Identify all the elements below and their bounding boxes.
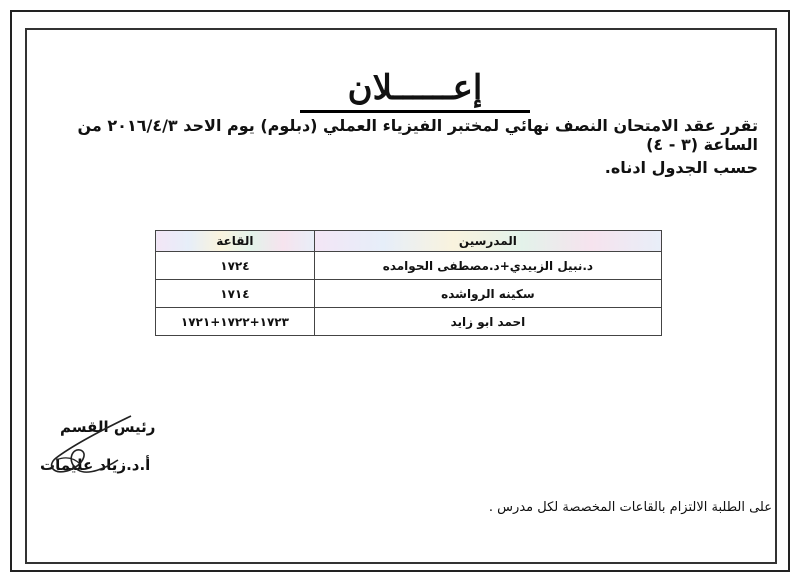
announcement-line-2: حسب الجدول ادناه.: [604, 158, 758, 177]
hall-cell: ١٧٢٣+١٧٢٢+١٧٢١: [156, 308, 315, 336]
teacher-cell: سكينه الرواشده: [314, 280, 661, 308]
department-head-name: أ.د.زياد عليمات: [40, 456, 151, 474]
header-hall: القاعة: [156, 231, 315, 252]
hall-cell: ١٧٢٤: [156, 252, 315, 280]
table-row: [156, 280, 662, 308]
announcement-line-1: تقرر عقد الامتحان النصف نهائي لمختبر الفيزياء العملي (دبلوم) يوم الاحد ٢٠١٦/٤/٣ من الساعة (٣ - ٤): [77, 116, 758, 154]
teacher-cell: د.نبيل الزبيدي+د.مصطفى الحوامده: [314, 252, 661, 280]
teacher-cell: احمد ابو زايد: [314, 308, 661, 336]
department-head-title: رئيس القسم: [60, 418, 156, 436]
announcement-title: إعــــــلان: [300, 68, 530, 113]
schedule-table: [155, 230, 662, 336]
table-header-row: [156, 231, 662, 252]
header-teacher: المدرسين: [314, 231, 661, 252]
hall-cell: ١٧١٤: [156, 280, 315, 308]
table-row: [156, 252, 662, 280]
table-row: [156, 308, 662, 336]
handwritten-signature: [36, 408, 156, 488]
footer-note: على الطلبة الالتزام بالقاعات المخصصة لكل مدرس .: [488, 500, 772, 515]
